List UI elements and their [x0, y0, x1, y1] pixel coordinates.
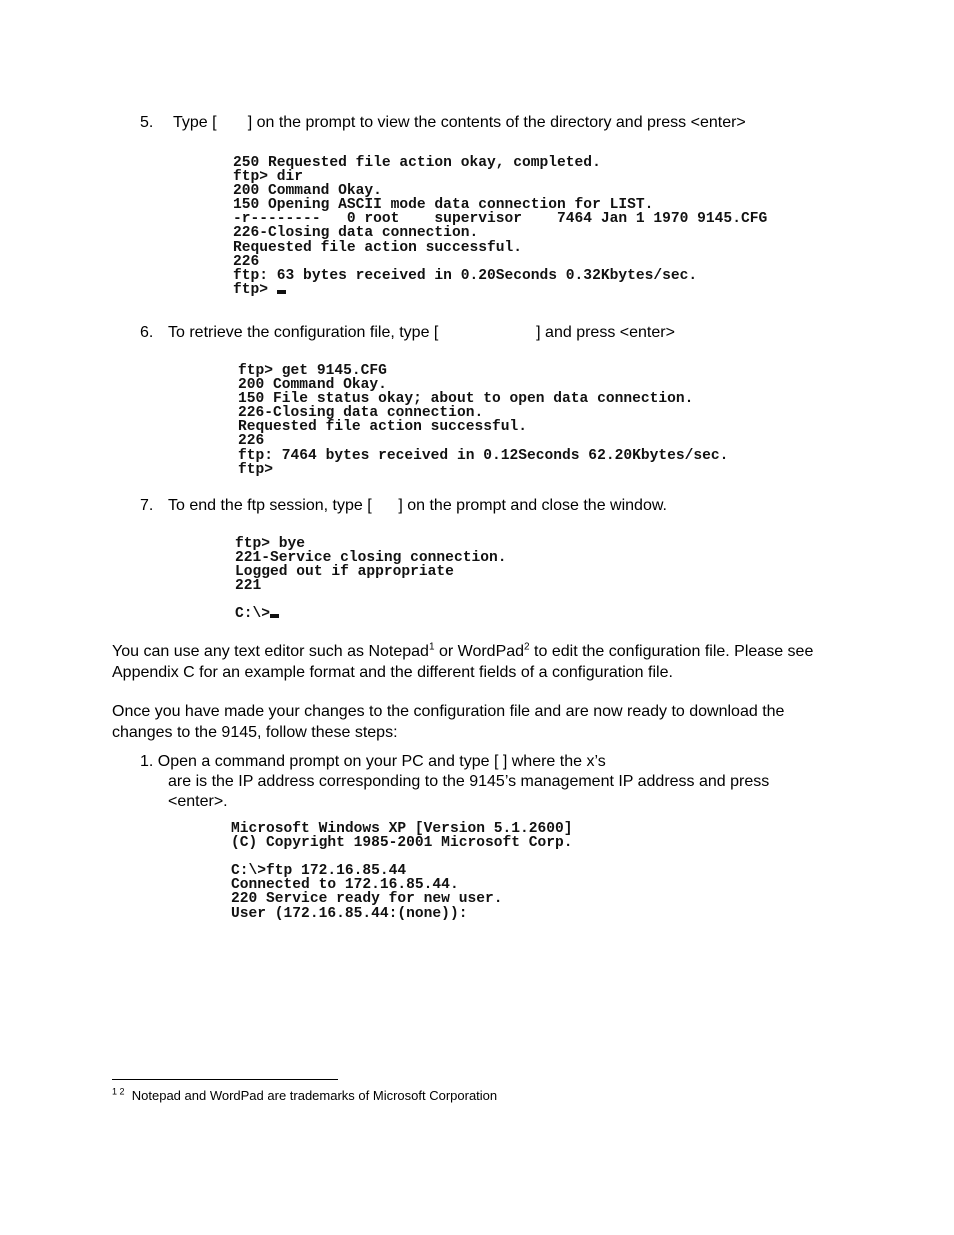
console-line: 226	[233, 253, 260, 270]
step-text: To end the ftp session, type [ ] on the prompt and close the window.	[168, 497, 667, 514]
footnote-divider	[112, 1079, 338, 1080]
cursor-icon	[277, 290, 286, 294]
step-text: Type [ ] on the prompt to view the contents of the directory and press <enter>	[173, 114, 746, 131]
footnote-text: Notepad and WordPad are trademarks of Microsoft Corporation	[131, 1088, 498, 1103]
console-line: Requested file action successful.	[238, 419, 528, 436]
console-line: Requested file action successful.	[233, 239, 523, 256]
footnote-marker: 1 2	[112, 1086, 125, 1097]
cursor-icon	[270, 614, 279, 618]
step-5	[140, 113, 746, 133]
step-number: 6.	[140, 324, 154, 341]
footnote-ref: 1	[428, 641, 435, 653]
step-text: To retrieve the configuration file, type [ ] and press <enter>	[168, 324, 675, 341]
step-1-line-3: <enter>.	[168, 793, 228, 810]
console-line: ftp> get 9145.CFG	[238, 363, 387, 379]
console-line: 200 Command Okay.	[238, 377, 387, 394]
console-prompt-line	[233, 283, 767, 297]
console-line: Microsoft Windows XP [Version 5.1.2600]	[231, 821, 573, 837]
console-line: 150 Opening ASCII mode data connection for LIST.	[233, 197, 654, 214]
console-line: 221-Service closing connection.	[235, 550, 507, 567]
paragraph-text: or WordPad	[434, 643, 525, 660]
console-screenshot-bye	[235, 537, 507, 622]
console-line: ftp>	[238, 461, 274, 478]
console-line	[231, 850, 573, 864]
console-line: ftp: 7464 bytes received in 0.12Seconds 62.20Kbytes/sec.	[238, 447, 729, 464]
console-line: User (172.16.85.44:(none)):	[231, 905, 468, 922]
paragraph-text: You can use any text editor such as Notepad	[112, 643, 429, 660]
paragraph-download: Once you have made your changes to the configuration file and are now ready to download the changes to the 9145, follow these steps:	[112, 703, 785, 741]
console-line: 220 Service ready for new user.	[231, 891, 503, 908]
paragraph-text-editor	[112, 642, 847, 683]
console-line: 250 Requested file action okay, completed.	[233, 155, 601, 171]
console-line: ftp> bye	[235, 536, 306, 552]
console-line: ftp> dir	[233, 169, 304, 186]
console-line: 221	[235, 578, 262, 595]
console-line: Logged out if appropriate	[235, 564, 454, 581]
footnote	[112, 1088, 497, 1104]
console-line: 226	[238, 433, 265, 450]
console-line: -r-------- 0 root supervisor 7464 Jan 1 1970 9145.CFG	[233, 211, 768, 228]
console-line: ftp: 63 bytes received in 0.20Seconds 0.32Kbytes/sec.	[233, 267, 698, 284]
console-line: (C) Copyright 1985-2001 Microsoft Corp.	[231, 835, 573, 852]
step-1-line-2: are is the IP address corresponding to the 9145’s management IP address and press	[168, 773, 770, 790]
console-line: 150 File status okay; about to open data connection.	[238, 391, 694, 408]
console-line: ftp>	[233, 281, 277, 298]
step-7	[140, 496, 667, 516]
step-number: 7.	[140, 497, 154, 514]
console-line: 200 Command Okay.	[233, 183, 382, 200]
console-screenshot-ftp-login	[231, 822, 573, 921]
console-line: C:\>	[235, 606, 271, 623]
step-6	[140, 323, 675, 343]
console-prompt-line	[235, 607, 507, 621]
step-1-line-1: 1. Open a command prompt on your PC and type [ ] where the x’s	[140, 753, 606, 770]
console-screenshot-get	[238, 364, 728, 477]
paragraph-text: to edit the configuration file. Please see Appendix C for an example format and the different fields of a configuration file.	[112, 643, 814, 681]
console-line: Connected to 172.16.85.44.	[231, 877, 459, 894]
console-line: 226-Closing data connection.	[238, 405, 484, 422]
footnote-ref: 2	[524, 641, 530, 653]
step-number: 5.	[140, 114, 154, 131]
console-line: 226-Closing data connection.	[233, 225, 479, 242]
console-line: C:\>ftp 172.16.85.44	[231, 863, 407, 880]
console-screenshot-dir	[233, 156, 767, 297]
console-line	[235, 593, 507, 607]
